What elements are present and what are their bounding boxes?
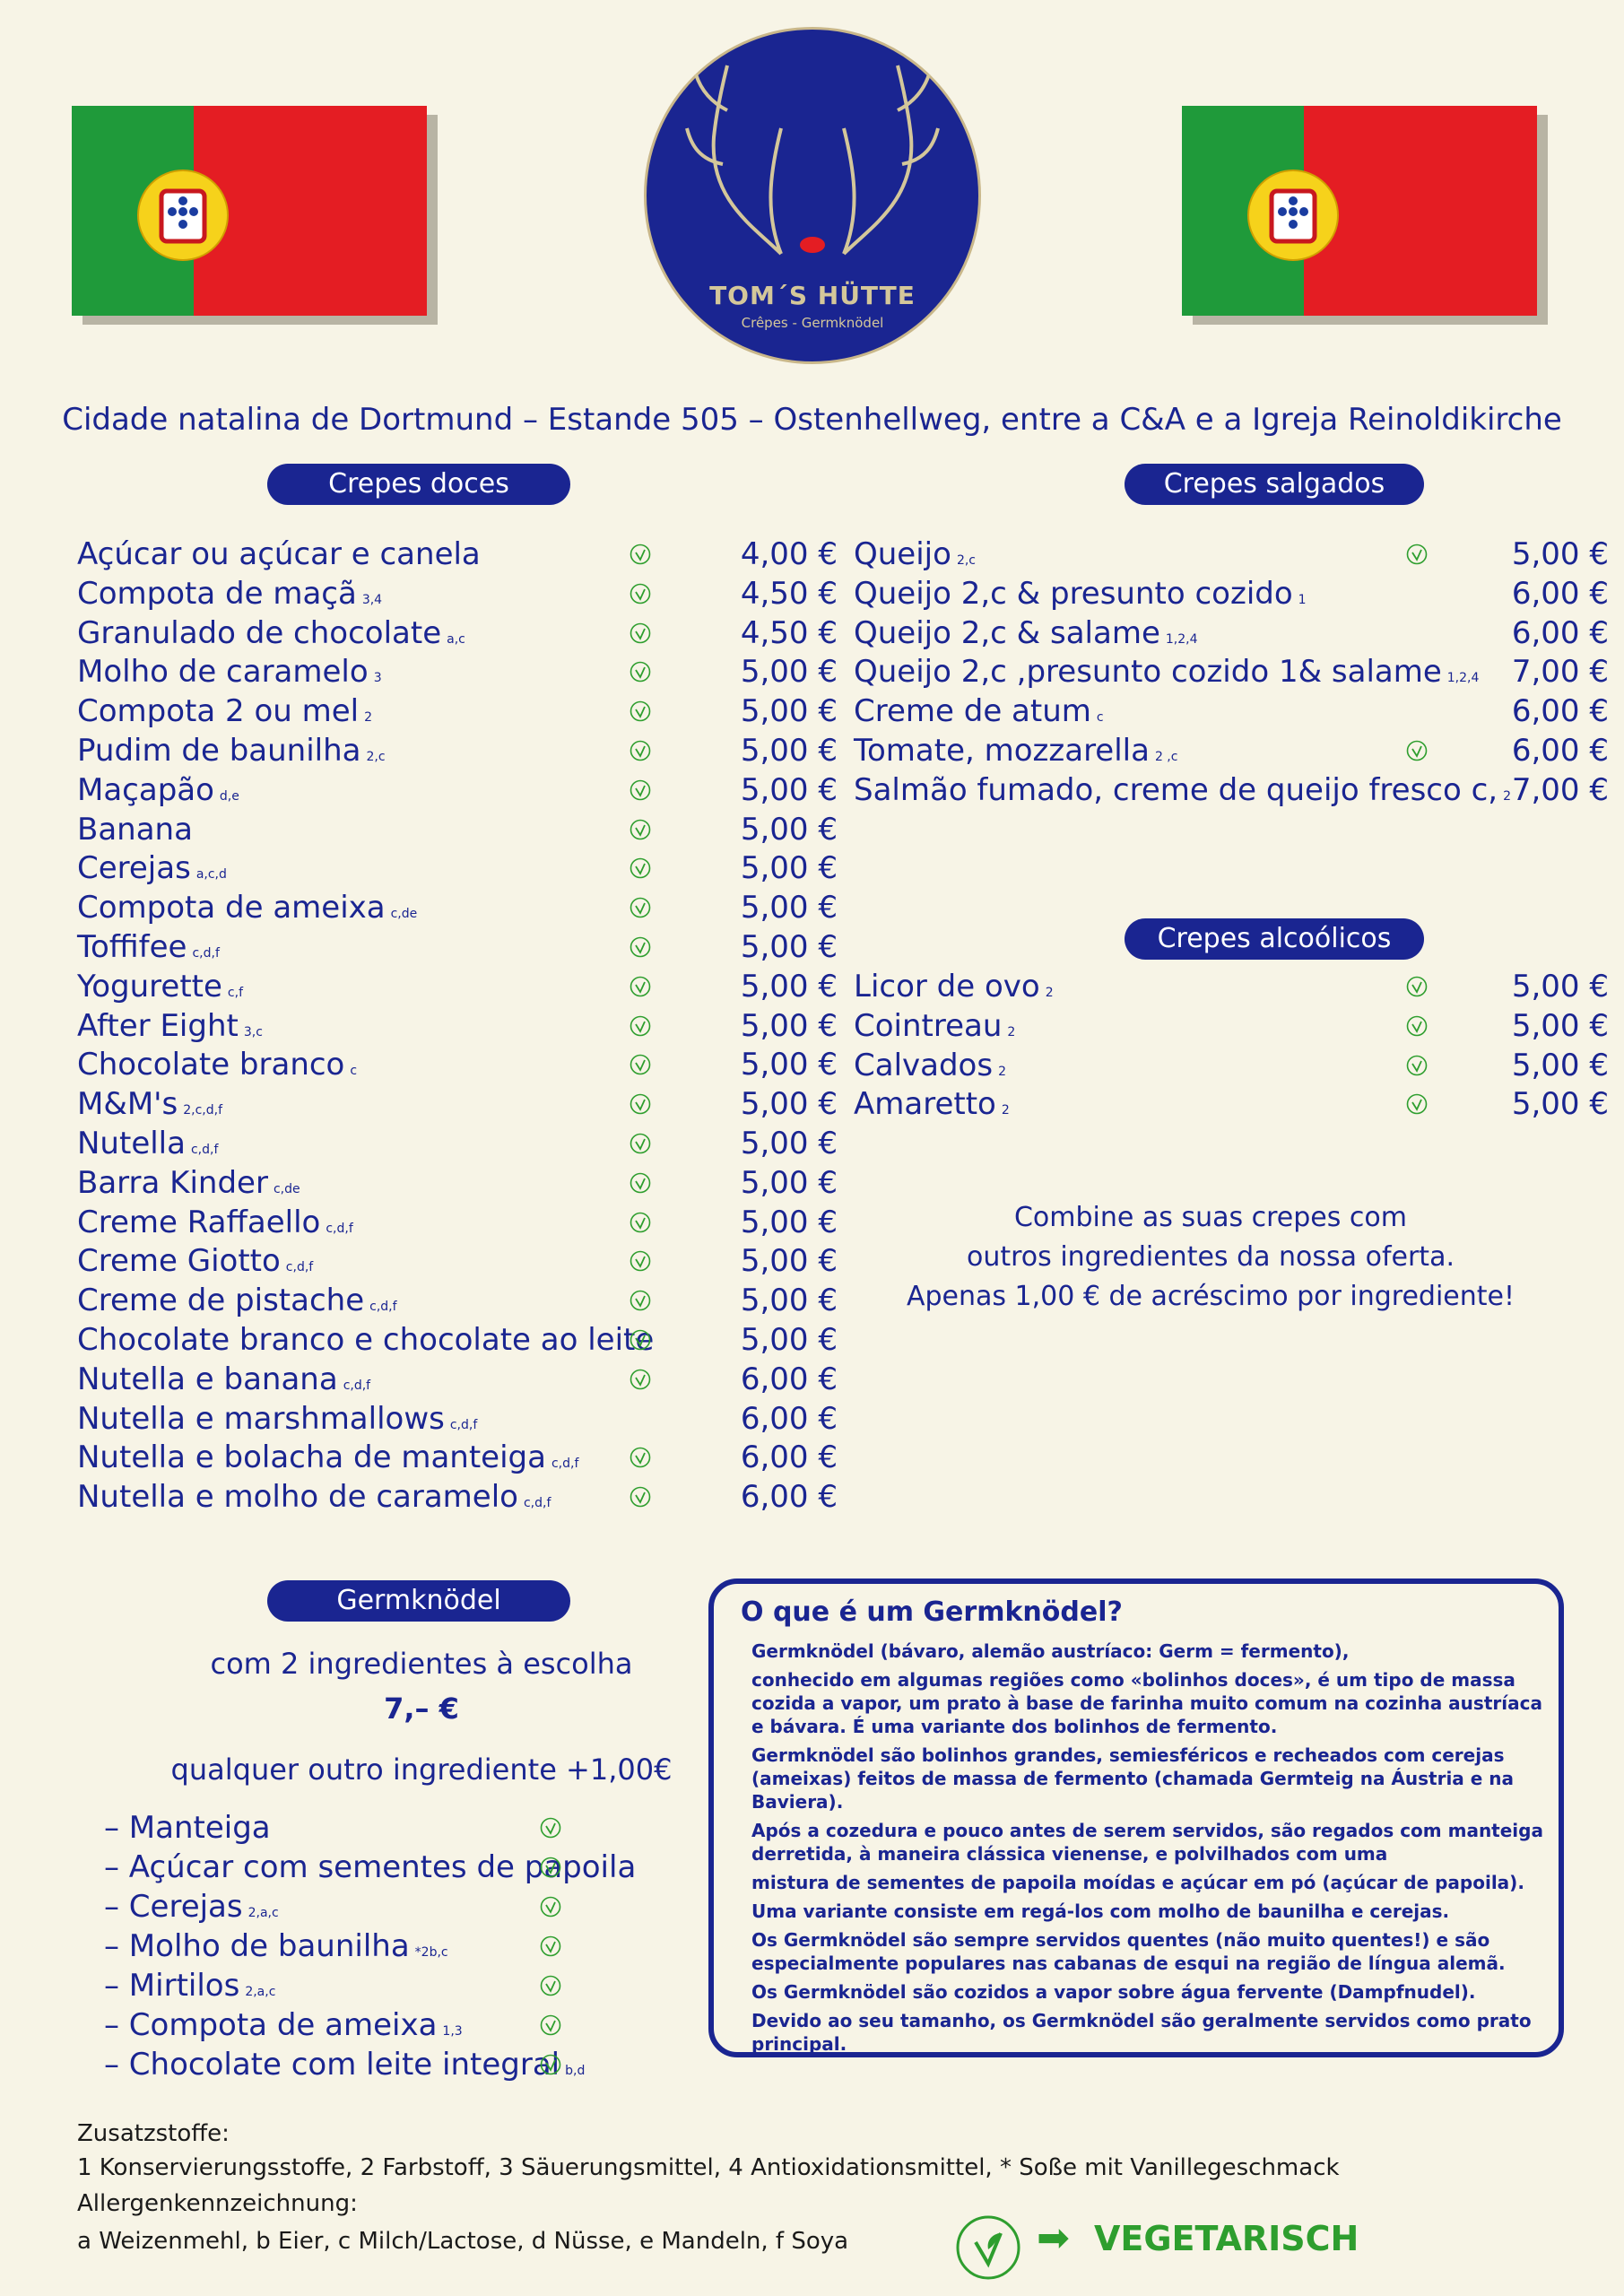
- menu-item-codes: 2,c: [956, 553, 976, 568]
- vegetarian-icon: [1406, 544, 1428, 565]
- combine-line-1: Combine as suas crepes com: [1013, 1202, 1408, 1233]
- menu-item-price: 4,00 €: [740, 536, 838, 572]
- ingredient-name: – Manteiga: [104, 1810, 271, 1846]
- menu-item: [77, 1281, 838, 1320]
- info-p2: conhecido em algumas regiões como «bolinhos doces», é um tipo de massa cozida a vapor, um prato à base de farinha muito comum na cozinha austríaca e bávara. É uma variante dos bolinhos de fermento.: [751, 1669, 1542, 1737]
- vegetarian-icon: [630, 583, 651, 604]
- menu-item: [77, 652, 838, 691]
- menu-item: [77, 1320, 838, 1360]
- menu-item-codes: c,de: [390, 907, 418, 922]
- ingredient-item: [104, 1848, 642, 1887]
- menu-item: [77, 535, 838, 574]
- menu-item-label: Compota 2 ou mel: [77, 693, 360, 730]
- menu-item-label: Licor de ovo: [854, 969, 1040, 1004]
- logo: [644, 27, 981, 364]
- combine-line-3: Apenas 1,00 € de acréscimo por ingrediente!: [906, 1281, 1515, 1312]
- menu-item: [77, 1241, 838, 1281]
- menu-item-label: Amaretto: [854, 1086, 996, 1123]
- vegetarian-icon: [540, 2014, 561, 2036]
- vegetarian-icon: [630, 819, 651, 840]
- menu-item: [77, 1084, 838, 1124]
- menu-item-price: 5,00 €: [740, 890, 838, 926]
- menu-item-price: 5,00 €: [740, 850, 838, 887]
- menu-item-label: Chocolate branco: [77, 1047, 345, 1083]
- menu-item-price: 6,00 €: [1511, 614, 1609, 651]
- vegetarian-icon: [540, 1896, 561, 1918]
- vegetarian-icon: [630, 1015, 651, 1037]
- section-crepes-salgados: Crepes salgados: [1125, 464, 1424, 505]
- vegetarian-icon: [630, 1369, 651, 1390]
- menu-item-price: 4,50 €: [740, 575, 838, 612]
- menu-item-label: Nutella e marshmallows: [77, 1400, 445, 1437]
- menu-item-codes: c,de: [273, 1181, 300, 1196]
- menu-item-codes: 2: [1503, 788, 1512, 804]
- menu-item: [77, 770, 838, 810]
- menu-item-codes: 2: [1001, 1103, 1010, 1118]
- menu-item-codes: c,d,f: [190, 1143, 219, 1157]
- menu-item-codes: c,d,f: [551, 1457, 579, 1472]
- menu-item-price: 5,00 €: [740, 771, 838, 808]
- menu-item-price: 7,00 €: [1511, 654, 1609, 691]
- info-box-text: [751, 1639, 1559, 2061]
- menu-item-codes: 1,2,4: [1165, 631, 1198, 647]
- menu-item: [77, 1477, 838, 1517]
- menu-item-label: Calvados: [854, 1047, 994, 1083]
- info-p8: Os Germknödel são cozidos a vapor sobre água fervente (Dampfnudel).: [751, 1981, 1476, 2003]
- ingredient-item: [104, 1887, 642, 1926]
- menu-item: [77, 927, 838, 967]
- germknodel-info-box: [708, 1578, 1564, 2057]
- menu-item-codes: 2: [364, 710, 373, 726]
- reindeer-antlers-icon: [647, 30, 978, 361]
- menu-item-codes: c,f: [227, 985, 243, 1000]
- menu-item-name: [77, 1477, 551, 1523]
- info-p3: Germknödel são bolinhos grandes, semiesféricos e recheados com cerejas (ameixas) feitos de massa de fermento (chamada Germteig na Áustria e na Baviera).: [751, 1744, 1515, 1813]
- menu-item: [854, 770, 1609, 810]
- menu-item: [77, 613, 838, 653]
- logo-name: TOM´S HÜTTE: [709, 281, 916, 310]
- menu-item: [854, 1006, 1609, 1046]
- info-p9: Devido ao seu tamanho, os Germknödel são geralmente servidos como prato principal.: [751, 2010, 1532, 2055]
- menu-item-codes: 1,2,4: [1446, 671, 1480, 686]
- menu-item-codes: 3,c: [243, 1024, 263, 1039]
- menu-item-codes: 3,4: [361, 592, 383, 607]
- ingredient-codes: 1,3: [442, 2024, 463, 2039]
- ingredient-item: [104, 2045, 642, 2084]
- menu-item-label: Creme Raffaello: [77, 1204, 321, 1240]
- vegetarian-icon: [630, 1486, 651, 1508]
- menu-item-label: Yogurette: [77, 968, 222, 1004]
- vegetarian-icon: [1406, 740, 1428, 761]
- ingredient-name: – Açúcar com sementes de papoila: [104, 1849, 637, 1885]
- menu-item-label: Creme Giotto: [77, 1243, 281, 1280]
- menu-item-price: 5,00 €: [740, 1243, 838, 1280]
- menu-item-label: Barra Kinder: [77, 1164, 268, 1201]
- ingredient-name: – Cerejas: [104, 1889, 243, 1925]
- menu-item-price: 5,00 €: [740, 1007, 838, 1044]
- menu-item-label: Queijo 2,c & presunto cozido: [854, 575, 1293, 612]
- additives-title: Zusatzstoffe:: [77, 2120, 230, 2147]
- menu-item: [854, 967, 1609, 1006]
- menu-item-name: [77, 1320, 654, 1360]
- germknodel-choice: com 2 ingredientes à escolha: [210, 1647, 633, 1681]
- ingredient-name: – Mirtilos: [104, 1968, 240, 2004]
- menu-item-label: Nutella: [77, 1126, 186, 1161]
- vegetarian-icon: [630, 1447, 651, 1468]
- vegetarian-icon: [630, 1133, 651, 1154]
- menu-item-codes: c,d,f: [449, 1417, 478, 1432]
- menu-item-label: Pudim de baunilha: [77, 733, 361, 769]
- menu-item-label: Tomate, mozzarella: [854, 733, 1150, 769]
- menu-item-price: 5,00 €: [1511, 536, 1609, 572]
- vegetarian-icon: [630, 700, 651, 722]
- ingredient-codes: b,d: [565, 2064, 586, 2078]
- menu-item: [77, 967, 838, 1006]
- info-box-title: O que é um Germknödel?: [741, 1596, 1123, 1628]
- portugal-flag-left: [72, 106, 438, 325]
- menu-item-label: Chocolate branco e chocolate ao leite: [77, 1322, 655, 1358]
- menu-item-label: Compota de ameixa: [77, 890, 386, 926]
- menu-item-price: 6,00 €: [1511, 693, 1609, 730]
- menu-item-name: [854, 770, 1511, 816]
- menu-item-label: Molho de caramelo: [77, 654, 369, 691]
- vegetarian-icon: [630, 779, 651, 801]
- menu-item-price: 6,00 €: [740, 1439, 838, 1476]
- menu-item-label: Salmão fumado, creme de queijo fresco c,: [854, 771, 1498, 808]
- menu-item-codes: a,c,d: [195, 867, 227, 883]
- ingredient-name: – Molho de baunilha: [104, 1928, 410, 1964]
- vegetarian-icon: [954, 2213, 1022, 2282]
- vegetarian-icon: [630, 1093, 651, 1115]
- menu-item: [77, 810, 838, 849]
- menu-item-price: 5,00 €: [740, 811, 838, 848]
- menu-item: [77, 1438, 838, 1477]
- vegetarian-icon: [630, 622, 651, 644]
- ingredient-codes: *2b,c: [414, 1945, 448, 1960]
- vegetarian-icon: [1406, 1015, 1428, 1037]
- vegetarian-icon: [630, 740, 651, 761]
- info-p4: Após a cozedura e pouco antes de serem servidos, são regados com manteiga derretida, à maneira clássica vienense, e polvilhados com uma: [751, 1820, 1543, 1865]
- vegetarian-icon: [1406, 976, 1428, 997]
- menu-item: [854, 652, 1609, 691]
- menu-item-label: Queijo 2,c ,presunto cozido 1& salame: [854, 654, 1442, 691]
- menu-item-label: Nutella e bolacha de manteiga: [77, 1439, 546, 1476]
- menu-item-codes: c: [350, 1064, 358, 1079]
- menu-item: [77, 574, 838, 613]
- menu-item-price: 5,00 €: [1511, 1047, 1609, 1083]
- vegetarian-icon: [630, 544, 651, 565]
- menu-item-label: Granulado de chocolate: [77, 614, 442, 651]
- menu-item: [77, 888, 838, 927]
- menu-item-price: 5,00 €: [740, 693, 838, 730]
- vegetarian-icon: [1406, 1093, 1428, 1115]
- menu-item-codes: 2: [998, 1064, 1006, 1079]
- menu-item-label: Banana: [77, 811, 193, 848]
- vegetarian-icon: [540, 1935, 561, 1957]
- menu-item-price: 6,00 €: [740, 1400, 838, 1437]
- section-crepes-alcoolicos: Crepes alcoólicos: [1125, 918, 1424, 960]
- menu-item-price: 4,50 €: [740, 614, 838, 651]
- menu-item-price: 5,00 €: [740, 733, 838, 769]
- ingredient-name: – Chocolate com leite integral: [104, 2047, 560, 2083]
- menu-item-codes: 2 ,c: [1154, 750, 1178, 764]
- menu-item: [854, 613, 1609, 653]
- menu-item-label: Maçapão: [77, 771, 214, 808]
- menu-item-name: [77, 535, 481, 574]
- menu-item: [77, 848, 838, 888]
- menu-item-label: M&M's: [77, 1086, 178, 1123]
- combine-line-2: outros ingredientes da nossa oferta.: [967, 1241, 1455, 1273]
- germknodel-extra: qualquer outro ingrediente +1,00€: [170, 1752, 673, 1787]
- menu-item-codes: 3: [373, 671, 382, 686]
- germknodel-price: 7,– €: [384, 1692, 459, 1726]
- menu-item-price: 5,00 €: [1511, 1086, 1609, 1123]
- menu-item: [854, 1046, 1609, 1085]
- menu-item: [77, 691, 838, 731]
- info-p6: Uma variante consiste em regá-los com molho de baunilha e cerejas.: [751, 1900, 1450, 1922]
- menu-item-codes: 2,c: [366, 750, 386, 764]
- vegetarian-icon: [630, 976, 651, 997]
- menu-item-codes: 2,c,d,f: [183, 1103, 223, 1118]
- vegetarian-icon: [630, 1054, 651, 1075]
- menu-item-price: 6,00 €: [740, 1361, 838, 1397]
- menu-item: [77, 731, 838, 770]
- allergens-list: a Weizenmehl, b Eier, c Milch/Lactose, d Nüsse, e Mandeln, f Soya: [77, 2228, 849, 2255]
- menu-item-codes: 1: [1298, 592, 1307, 607]
- section-crepes-doces: Crepes doces: [267, 464, 570, 505]
- vegetarian-icon: [540, 2054, 561, 2075]
- info-p5: mistura de sementes de papoila moídas e açúcar em pó (açúcar de papoila).: [751, 1872, 1524, 1893]
- location-subtitle: Cidade natalina de Dortmund – Estande 505 – Ostenhellweg, entre a C&A e a Igreja Reinoldikirche: [62, 402, 1562, 438]
- vegetarian-icon: [630, 1172, 651, 1194]
- menu-item: [854, 1084, 1609, 1124]
- menu-item-name: [854, 1084, 1010, 1130]
- arrow-right-icon: ➡: [1037, 2215, 1070, 2261]
- vegetarian-icon: [540, 1817, 561, 1839]
- menu-item-price: 5,00 €: [740, 654, 838, 691]
- menu-item-codes: d,e: [219, 788, 239, 804]
- vegetarian-icon: [630, 1290, 651, 1311]
- menu-item-codes: c,d,f: [343, 1378, 371, 1393]
- vegetarian-icon: [630, 1329, 651, 1351]
- info-p7: Os Germknödel são sempre servidos quentes (não muito quentes!) e são especialmente populares nas cabanas de esqui na região de língua alemã.: [751, 1929, 1506, 1974]
- ingredient-name: – Compota de ameixa: [104, 2007, 438, 2043]
- allergens-title: Allergenkennzeichnung:: [77, 2190, 358, 2217]
- vegetarian-icon: [630, 1250, 651, 1272]
- menu-item-price: 5,00 €: [1511, 969, 1609, 1004]
- logo-subtitle: Crêpes - Germknödel: [741, 315, 884, 331]
- menu-item: [854, 574, 1609, 613]
- menu-item-name: [77, 810, 193, 849]
- menu-item-label: Nutella e molho de caramelo: [77, 1479, 518, 1516]
- menu-item-codes: c,d,f: [523, 1496, 551, 1511]
- menu-item-label: Nutella e banana: [77, 1361, 338, 1397]
- menu-item-price: 6,00 €: [1511, 733, 1609, 769]
- ingredient-item: [104, 2005, 642, 2045]
- menu-item-price: 5,00 €: [740, 1047, 838, 1083]
- menu-item: [77, 1360, 838, 1399]
- menu-item-price: 5,00 €: [740, 1086, 838, 1123]
- menu-item-codes: c,d,f: [326, 1221, 353, 1236]
- menu-item-codes: c,d,f: [192, 946, 220, 961]
- menu-item-label: Creme de atum: [854, 693, 1091, 730]
- menu-item-label: After Eight: [77, 1007, 239, 1044]
- menu-item: [854, 691, 1609, 731]
- menu-item-price: 6,00 €: [740, 1479, 838, 1516]
- vegetarian-icon: [630, 1212, 651, 1233]
- menu-item-price: 5,00 €: [740, 1283, 838, 1319]
- menu-item-price: 5,00 €: [740, 1164, 838, 1201]
- menu-item-label: Queijo: [854, 536, 951, 572]
- section-germknodel: Germknödel: [267, 1580, 570, 1622]
- vegetarian-icon: [630, 857, 651, 879]
- menu-item-price: 5,00 €: [740, 1126, 838, 1161]
- menu-item-label: Cointreau: [854, 1007, 1003, 1044]
- menu-item-price: 5,00 €: [740, 929, 838, 965]
- menu-item-label: Queijo 2,c & salame: [854, 614, 1160, 651]
- menu-item: [854, 535, 1609, 574]
- ingredient-item: [104, 1808, 642, 1848]
- ingredient-codes: 2,a,c: [248, 1906, 279, 1920]
- menu-item-label: Creme de pistache: [77, 1283, 365, 1319]
- additives-list: 1 Konservierungsstoffe, 2 Farbstoff, 3 Säuerungsmittel, 4 Antioxidationsmittel, * Soße mit Vanillegeschmack: [77, 2154, 1340, 2181]
- menu-item: [77, 1203, 838, 1242]
- menu-item-label: Toffifee: [77, 929, 187, 965]
- menu-item-codes: c,d,f: [285, 1260, 314, 1275]
- vegetarian-icon: [630, 897, 651, 918]
- menu-item-price: 5,00 €: [740, 968, 838, 1004]
- menu-item-label: Açúcar ou açúcar e canela: [77, 536, 481, 572]
- combine-note: [879, 1198, 1542, 1317]
- vegetarian-icon: [540, 1857, 561, 1878]
- ingredient-codes: 2,a,c: [245, 1985, 276, 1999]
- vegetarian-icon: [540, 1975, 561, 1996]
- menu-item: [77, 1399, 838, 1439]
- vegetarian-icon: [1406, 1055, 1428, 1076]
- info-p1: Germknödel (bávaro, alemão austríaco: Germ = fermento),: [751, 1640, 1350, 1662]
- menu-item-codes: a,c: [447, 631, 465, 647]
- vegetarian-label: VEGETARISCH: [1094, 2219, 1359, 2258]
- menu-item: [854, 731, 1609, 770]
- menu-item-codes: 2: [1045, 986, 1054, 1000]
- menu-item-price: 5,00 €: [740, 1322, 838, 1358]
- menu-item-codes: 2: [1007, 1024, 1016, 1039]
- menu-item-price: 5,00 €: [1511, 1007, 1609, 1044]
- vegetarian-icon: [630, 936, 651, 958]
- vegetarian-icon: [630, 661, 651, 683]
- ingredient-item: [104, 1926, 642, 1966]
- menu-item-price: 6,00 €: [1511, 575, 1609, 612]
- menu-item-codes: c,d,f: [369, 1300, 397, 1315]
- menu-item-codes: c: [1096, 710, 1104, 726]
- menu-item: [77, 1045, 838, 1084]
- menu-item-label: Compota de maçã: [77, 575, 357, 612]
- ingredient-item: [104, 1966, 642, 2005]
- menu-item-price: 5,00 €: [740, 1204, 838, 1240]
- menu-item-label: Cerejas: [77, 850, 191, 887]
- menu-item: [77, 1163, 838, 1203]
- portugal-flag-right: [1182, 106, 1548, 325]
- menu-item-price: 7,00 €: [1511, 771, 1609, 808]
- menu-item: [77, 1124, 838, 1163]
- menu-item: [77, 1006, 838, 1046]
